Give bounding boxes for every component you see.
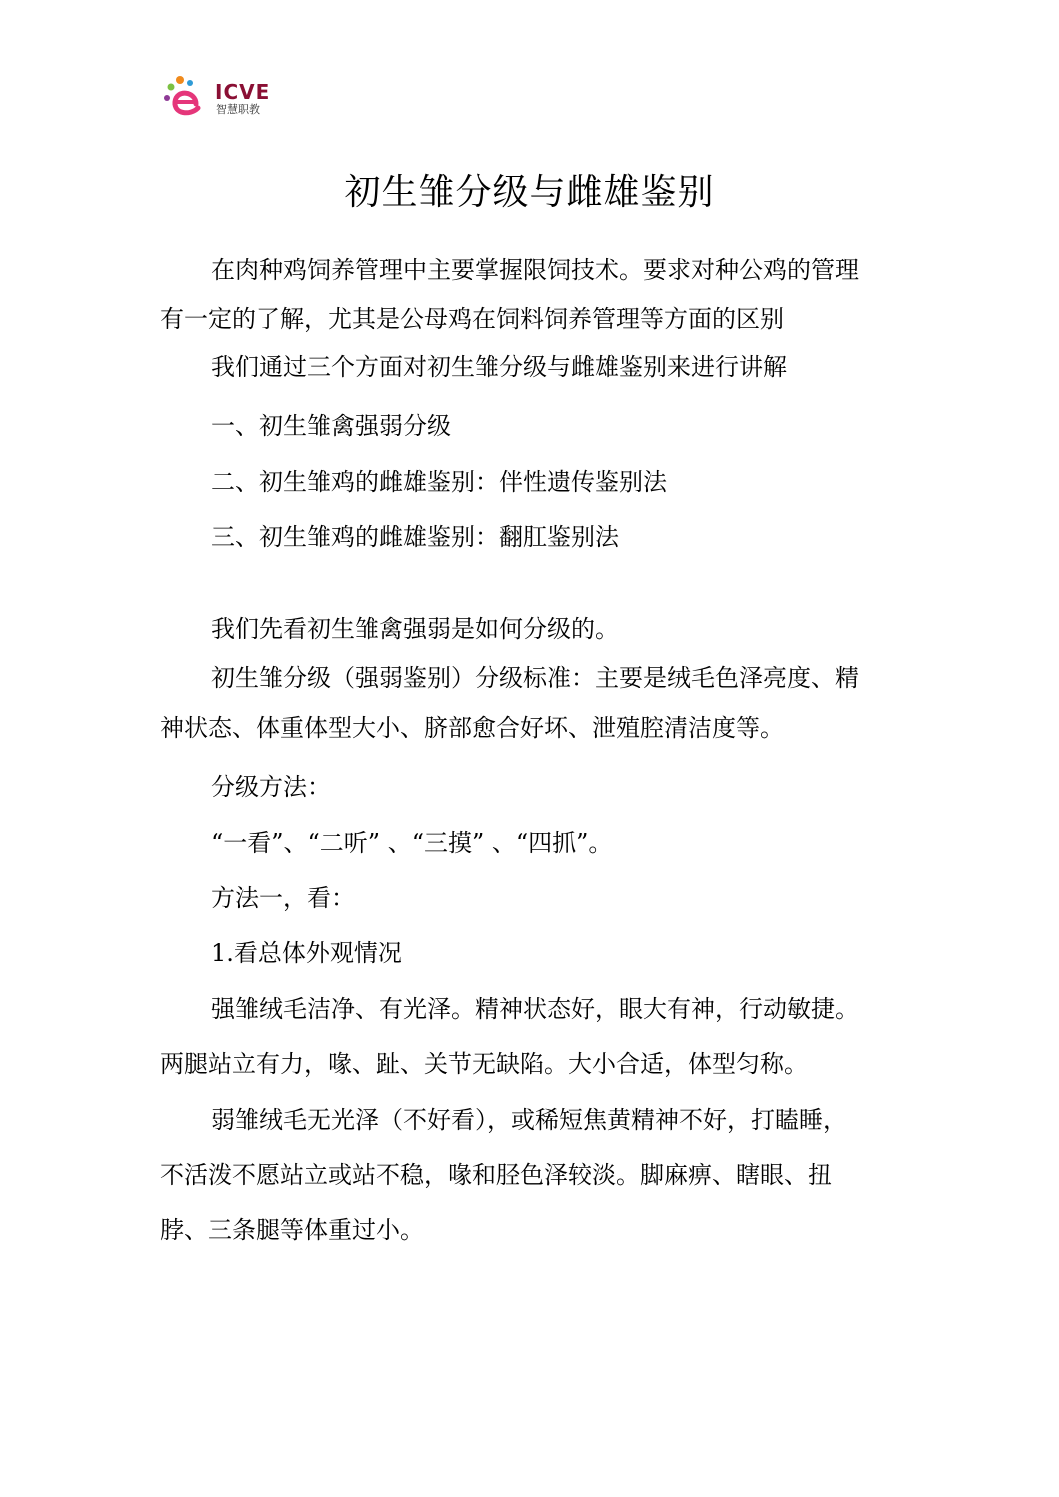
section-label: 分级方法： [211, 773, 331, 801]
paragraph-line: 初生雏分级（强弱鉴别）分级标准：主要是绒毛色泽亮度、精 [211, 664, 859, 692]
logo-mark-icon [160, 74, 214, 122]
paragraph-line: 不活泼不愿站立或站不稳，喙和胫色泽较淡。脚麻痹、瞎眼、扭 [160, 1161, 832, 1189]
list-item: 一、初生雏禽强弱分级 [211, 412, 451, 440]
paragraph-line: 弱雏绒毛无光泽（不好看），或稀短焦黄精神不好，打瞌睡， [211, 1106, 847, 1134]
list-item: 三、初生雏鸡的雌雄鉴别：翻肛鉴别法 [211, 523, 619, 551]
paragraph-line: 我们通过三个方面对初生雏分级与雌雄鉴别来进行讲解 [211, 353, 787, 381]
paragraph-line: 我们先看初生雏禽强弱是如何分级的。 [211, 615, 619, 643]
icve-logo [160, 74, 280, 122]
paragraph-line: 两腿站立有力，喙、趾、关节无缺陷。大小合适，体型匀称。 [160, 1050, 808, 1078]
paragraph-line: 脖、三条腿等体重过小。 [160, 1216, 424, 1244]
list-item: 二、初生雏鸡的雌雄鉴别：伴性遗传鉴别法 [211, 468, 667, 496]
paragraph-line: 神状态、体重体型大小、脐部愈合好坏、泄殖腔清洁度等。 [160, 714, 784, 742]
paragraph-line: 强雏绒毛洁净、有光泽。精神状态好，眼大有神，行动敏捷。 [211, 995, 859, 1023]
paragraph-line: 有一定的了解，尤其是公母鸡在饲料饲养管理等方面的区别 [160, 305, 784, 333]
paragraph-line: 在肉种鸡饲养管理中主要掌握限饲技术。要求对种公鸡的管理 [211, 256, 859, 284]
logo-brand-text: ICVE [215, 80, 271, 104]
paragraph-line: “一看”、“二听” 、“三摸” 、“四抓”。 [211, 829, 613, 857]
logo-subtitle: 智慧职教 [216, 103, 260, 116]
subsection-label: 1.看总体外观情况 [211, 939, 402, 967]
document-title: 初生雏分级与雌雄鉴别 [344, 172, 715, 213]
section-label: 方法一，看： [211, 884, 355, 912]
